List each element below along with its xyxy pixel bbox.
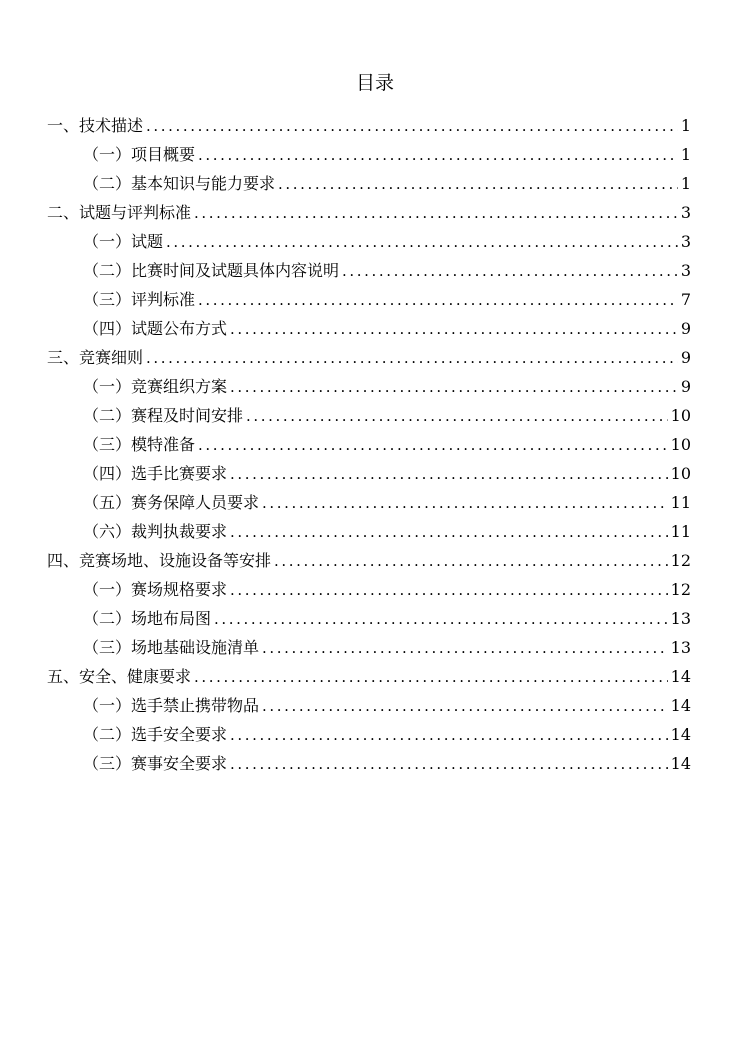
dot-leader xyxy=(262,489,668,518)
toc-entry-subsection[interactable] xyxy=(47,314,691,343)
toc-entry-label: （二）赛程及时间安排 xyxy=(83,406,244,425)
toc-entry-page-number: 12 xyxy=(670,580,691,599)
toc-entry-label: （二）选手安全要求 xyxy=(83,725,228,744)
toc-entry-label: （五）赛务保障人员要求 xyxy=(83,493,260,512)
dot-leader xyxy=(262,692,668,721)
toc-entry-label: 五、安全、健康要求 xyxy=(47,667,192,686)
dot-leader xyxy=(198,141,678,170)
toc-entry-page-number: 10 xyxy=(670,435,691,454)
toc-entry-page-number: 3 xyxy=(680,203,691,222)
toc-entry-label: （一）试题 xyxy=(83,232,164,251)
toc-entry-label: （二）场地布局图 xyxy=(83,609,212,628)
dot-leader xyxy=(230,576,668,605)
toc-entry-page-number: 9 xyxy=(680,348,691,367)
dot-leader xyxy=(198,286,678,315)
toc-entry-label: （四）试题公布方式 xyxy=(83,319,228,338)
dot-leader xyxy=(230,721,668,750)
table-of-contents xyxy=(47,111,691,778)
toc-entry-label: （一）项目概要 xyxy=(83,145,196,164)
dot-leader xyxy=(194,663,668,692)
toc-entry-label: 二、试题与评判标准 xyxy=(47,203,192,222)
toc-entry-label: （二）比赛时间及试题具体内容说明 xyxy=(83,261,340,280)
toc-entry-subsection[interactable] xyxy=(47,285,691,314)
toc-entry-subsection[interactable] xyxy=(47,604,691,633)
toc-entry-label: （四）选手比赛要求 xyxy=(83,464,228,483)
toc-entry-label: （三）场地基础设施清单 xyxy=(83,638,260,657)
toc-entry-subsection[interactable] xyxy=(47,488,691,517)
toc-entry-label: （一）竞赛组织方案 xyxy=(83,377,228,396)
toc-entry-section-5[interactable] xyxy=(47,662,691,691)
toc-entry-section-1[interactable] xyxy=(47,111,691,140)
toc-entry-subsection[interactable] xyxy=(47,227,691,256)
toc-entry-page-number: 12 xyxy=(670,551,691,570)
toc-entry-page-number: 14 xyxy=(670,754,691,773)
toc-entry-label: （二）基本知识与能力要求 xyxy=(83,174,276,193)
dot-leader xyxy=(166,228,678,257)
toc-entry-page-number: 9 xyxy=(680,319,691,338)
toc-entry-label: （六）裁判执裁要求 xyxy=(83,522,228,541)
toc-entry-subsection[interactable] xyxy=(47,256,691,285)
toc-entry-subsection[interactable] xyxy=(47,575,691,604)
toc-entry-section-2[interactable] xyxy=(47,198,691,227)
dot-leader xyxy=(230,750,668,779)
toc-entry-page-number: 14 xyxy=(670,725,691,744)
toc-entry-page-number: 9 xyxy=(680,377,691,396)
toc-entry-subsection[interactable] xyxy=(47,720,691,749)
toc-entry-page-number: 7 xyxy=(680,290,691,309)
toc-entry-subsection[interactable] xyxy=(47,430,691,459)
toc-entry-subsection[interactable] xyxy=(47,633,691,662)
toc-entry-section-3[interactable] xyxy=(47,343,691,372)
toc-entry-subsection[interactable] xyxy=(47,140,691,169)
toc-entry-page-number: 10 xyxy=(670,406,691,425)
toc-entry-label: （三）赛事安全要求 xyxy=(83,754,228,773)
dot-leader xyxy=(214,605,668,634)
toc-entry-label: （三）模特准备 xyxy=(83,435,196,454)
toc-entry-subsection[interactable] xyxy=(47,517,691,546)
toc-entry-label: 一、技术描述 xyxy=(47,116,144,135)
toc-entry-subsection[interactable] xyxy=(47,372,691,401)
toc-entry-page-number: 1 xyxy=(680,174,691,193)
toc-entry-page-number: 14 xyxy=(670,667,691,686)
dot-leader xyxy=(230,373,678,402)
toc-entry-subsection[interactable] xyxy=(47,691,691,720)
dot-leader xyxy=(246,402,668,431)
toc-entry-label: （一）赛场规格要求 xyxy=(83,580,228,599)
toc-entry-label: （一）选手禁止携带物品 xyxy=(83,696,260,715)
toc-title: 目录 xyxy=(355,72,394,94)
toc-entry-subsection[interactable] xyxy=(47,749,691,778)
dot-leader xyxy=(274,547,668,576)
dot-leader xyxy=(194,199,678,228)
toc-entry-page-number: 14 xyxy=(670,696,691,715)
toc-entry-label: 四、竞赛场地、设施设备等安排 xyxy=(47,551,272,570)
toc-entry-subsection[interactable] xyxy=(47,169,691,198)
dot-leader xyxy=(230,315,678,344)
toc-entry-page-number: 1 xyxy=(680,116,691,135)
toc-entry-page-number: 13 xyxy=(670,638,691,657)
dot-leader xyxy=(198,431,668,460)
toc-entry-page-number: 11 xyxy=(670,522,691,541)
toc-entry-subsection[interactable] xyxy=(47,401,691,430)
dot-leader xyxy=(230,518,668,547)
toc-entry-page-number: 11 xyxy=(670,493,691,512)
dot-leader xyxy=(146,344,678,373)
toc-entry-page-number: 1 xyxy=(680,145,691,164)
dot-leader xyxy=(262,634,668,663)
toc-entry-page-number: 13 xyxy=(670,609,691,628)
toc-entry-page-number: 10 xyxy=(670,464,691,483)
dot-leader xyxy=(342,257,678,286)
toc-entry-label: （三）评判标准 xyxy=(83,290,196,309)
toc-entry-page-number: 3 xyxy=(680,261,691,280)
dot-leader xyxy=(278,170,678,199)
toc-entry-section-4[interactable] xyxy=(47,546,691,575)
toc-entry-label: 三、竞赛细则 xyxy=(47,348,144,367)
toc-entry-page-number: 3 xyxy=(680,232,691,251)
dot-leader xyxy=(230,460,668,489)
toc-entry-subsection[interactable] xyxy=(47,459,691,488)
dot-leader xyxy=(146,112,678,141)
